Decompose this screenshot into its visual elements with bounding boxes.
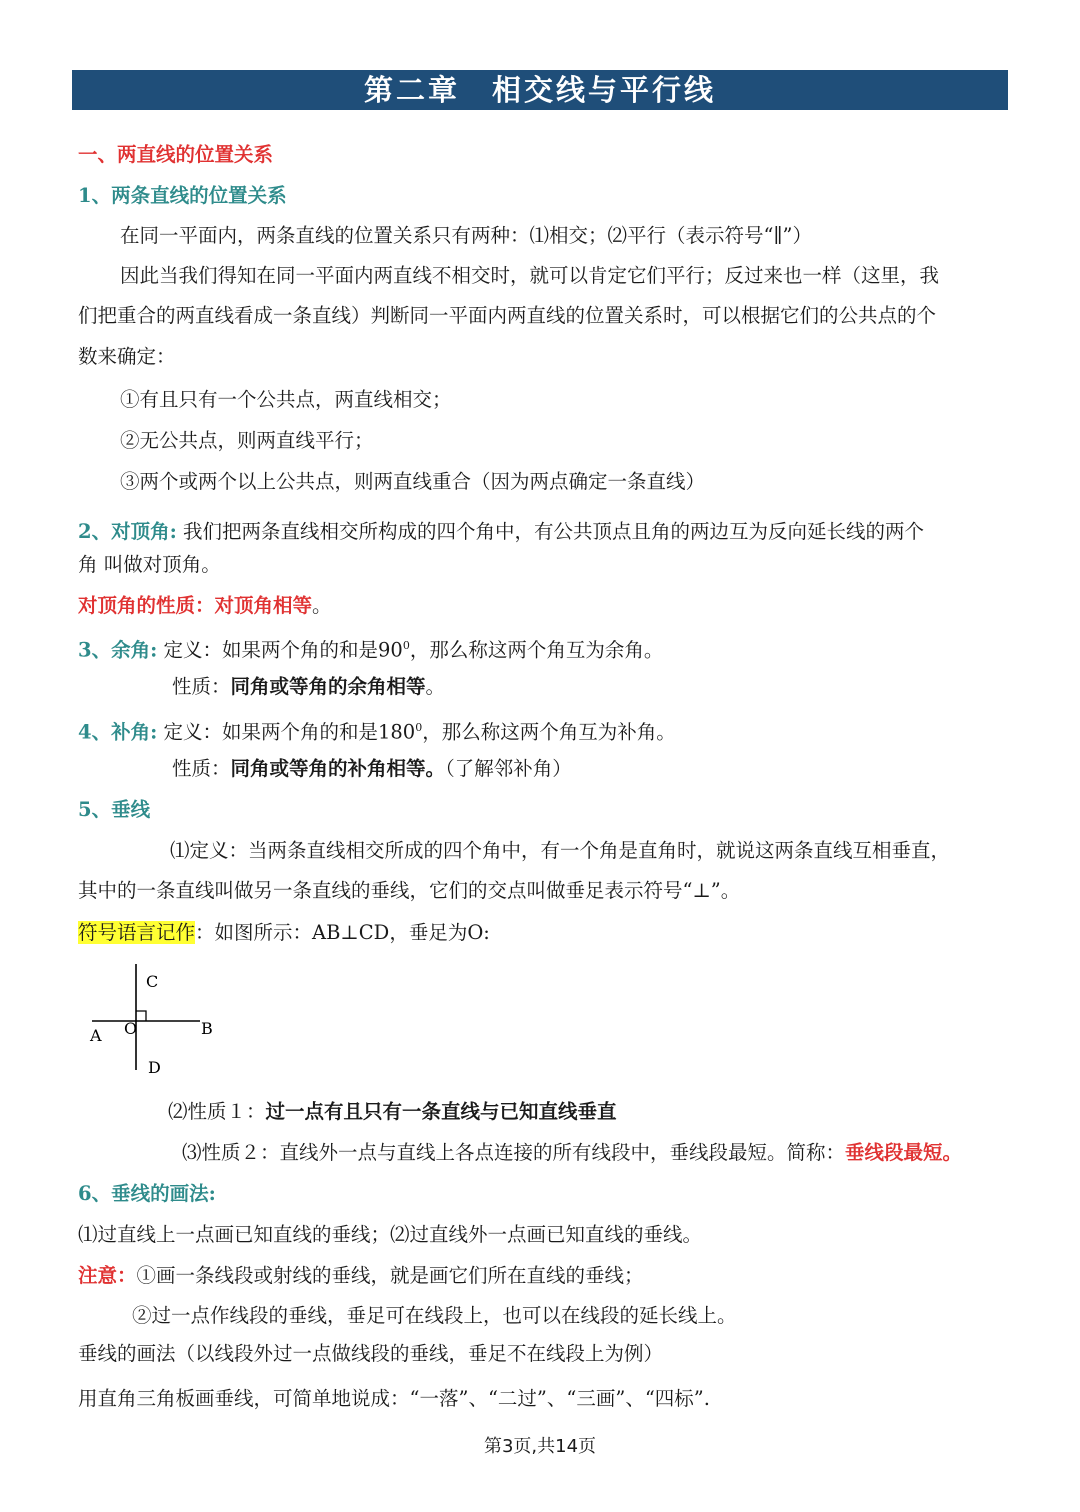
supplementary-definition bbox=[78, 714, 676, 747]
section-label: 2、对顶角: bbox=[78, 520, 177, 543]
perpendicular-property-1 bbox=[168, 1098, 617, 1126]
list-item: ③两个或两个以上公共点，则两直线重合（因为两点确定一条直线） bbox=[120, 470, 706, 493]
property-label: ⑵性质１： bbox=[168, 1100, 266, 1123]
paragraph: ⑴定义：当两条直线相交所成的四个角中，有一个角是直角时，就说这两条直线互相垂直， bbox=[170, 839, 951, 862]
property-text: 对顶角的性质：对顶角相等 bbox=[78, 594, 313, 617]
complementary-property bbox=[172, 673, 445, 701]
note-line bbox=[78, 1262, 644, 1290]
property-text: 同角或等角的余角相等 bbox=[230, 675, 426, 698]
paragraph: 角 叫做对顶角。 bbox=[78, 553, 221, 576]
definition-text: 我们把两条直线相交所构成的四个角中，有公共顶点且角的两边互为反向延长线的两个 bbox=[182, 520, 924, 543]
paragraph: 数来确定： bbox=[78, 345, 176, 368]
supplementary-property bbox=[172, 755, 572, 783]
property-label: 性质： bbox=[172, 675, 231, 698]
property-text: ⑶性质２：直线外一点与直线上各点连接的所有线段中，垂线段最短。简称： bbox=[182, 1141, 846, 1164]
definition-text: 定义：如果两个角的和是90 bbox=[163, 638, 403, 662]
paragraph: 因此当我们得知在同一平面内两直线不相交时，就可以肯定它们平行；反过来也一样（这里，我 bbox=[120, 264, 940, 287]
chapter-title: 第二章 相交线与平行线 bbox=[72, 70, 1008, 110]
note-label: 注意： bbox=[78, 1264, 137, 1287]
right-angle-mark bbox=[136, 1011, 146, 1021]
perpendicular-property-2 bbox=[182, 1139, 962, 1167]
vertical-angle-definition bbox=[78, 518, 924, 546]
paragraph: 其中的一条直线叫做另一条直线的垂线，它们的交点叫做垂足表示符号“⊥”。 bbox=[78, 879, 741, 902]
property-text: 过一点有且只有一条直线与已知直线垂直 bbox=[265, 1100, 617, 1123]
property-short: 垂线段最短。 bbox=[845, 1141, 963, 1164]
subsection-heading: 5、垂线 bbox=[78, 798, 151, 821]
paragraph: 用直角三角板画垂线，可简单地说成：“一落”、“二过”、“三画”、“四标”. bbox=[78, 1387, 710, 1410]
property-label: 性质： bbox=[172, 757, 231, 780]
list-item: ②无公共点，则两直线平行； bbox=[120, 429, 374, 452]
list-item: ①有且只有一个公共点，两直线相交； bbox=[120, 388, 452, 411]
punctuation: 。 bbox=[312, 594, 332, 617]
subsection-heading: 6、垂线的画法: bbox=[78, 1182, 216, 1205]
property-note: （了解邻补角） bbox=[445, 757, 572, 780]
paragraph: 们把重合的两直线看成一条直线）判断同一平面内两直线的位置关系时，可以根据它们的公共点的个 bbox=[78, 304, 937, 327]
notation-text: ：如图所示：AB⊥CD，垂足为O: bbox=[195, 921, 490, 944]
label-a: A bbox=[90, 1026, 102, 1045]
degree-superscript: 0 bbox=[402, 639, 410, 652]
perpendicular-diagram bbox=[86, 960, 226, 1078]
paragraph: ⑴过直线上一点画已知直线的垂线；⑵过直线外一点画已知直线的垂线。 bbox=[78, 1223, 703, 1246]
punctuation: 。 bbox=[425, 675, 446, 698]
label-o: O bbox=[124, 1019, 138, 1038]
definition-text: ，那么称这两个角互为补角。 bbox=[422, 720, 676, 744]
paragraph: 在同一平面内，两条直线的位置关系只有两种：⑴相交；⑵平行（表示符号“∥”） bbox=[120, 224, 812, 247]
subsection-heading: 1、两条直线的位置关系 bbox=[78, 184, 287, 207]
notation-line bbox=[78, 919, 490, 947]
highlighted-label: 符号语言记作 bbox=[78, 921, 196, 944]
note-text: ①画一条线段或射线的垂线，就是画它们所在直线的垂线； bbox=[136, 1264, 644, 1287]
label-c: C bbox=[146, 972, 159, 991]
vertical-angle-property bbox=[78, 592, 332, 620]
section-label: 3、余角: bbox=[78, 638, 158, 662]
paragraph: 垂线的画法（以线段外过一点做线段的垂线，垂足不在线段上为例） bbox=[78, 1342, 664, 1365]
definition-text: ，那么称这两个角互为余角。 bbox=[409, 638, 664, 662]
page-footer: 第3页,共14页 bbox=[483, 1436, 597, 1457]
definition-text: 定义：如果两个角的和是180 bbox=[163, 720, 416, 744]
degree-superscript: 0 bbox=[415, 721, 423, 734]
label-d: D bbox=[148, 1058, 161, 1077]
note-line: ②过一点作线段的垂线，垂足可在线段上，也可以在线段的延长线上。 bbox=[132, 1304, 737, 1327]
section-heading: 一、两直线的位置关系 bbox=[78, 143, 274, 166]
complementary-definition bbox=[78, 632, 663, 665]
label-b: B bbox=[201, 1019, 213, 1038]
property-text: 同角或等角的补角相等。 bbox=[230, 757, 446, 780]
section-label: 4、补角: bbox=[78, 720, 158, 744]
